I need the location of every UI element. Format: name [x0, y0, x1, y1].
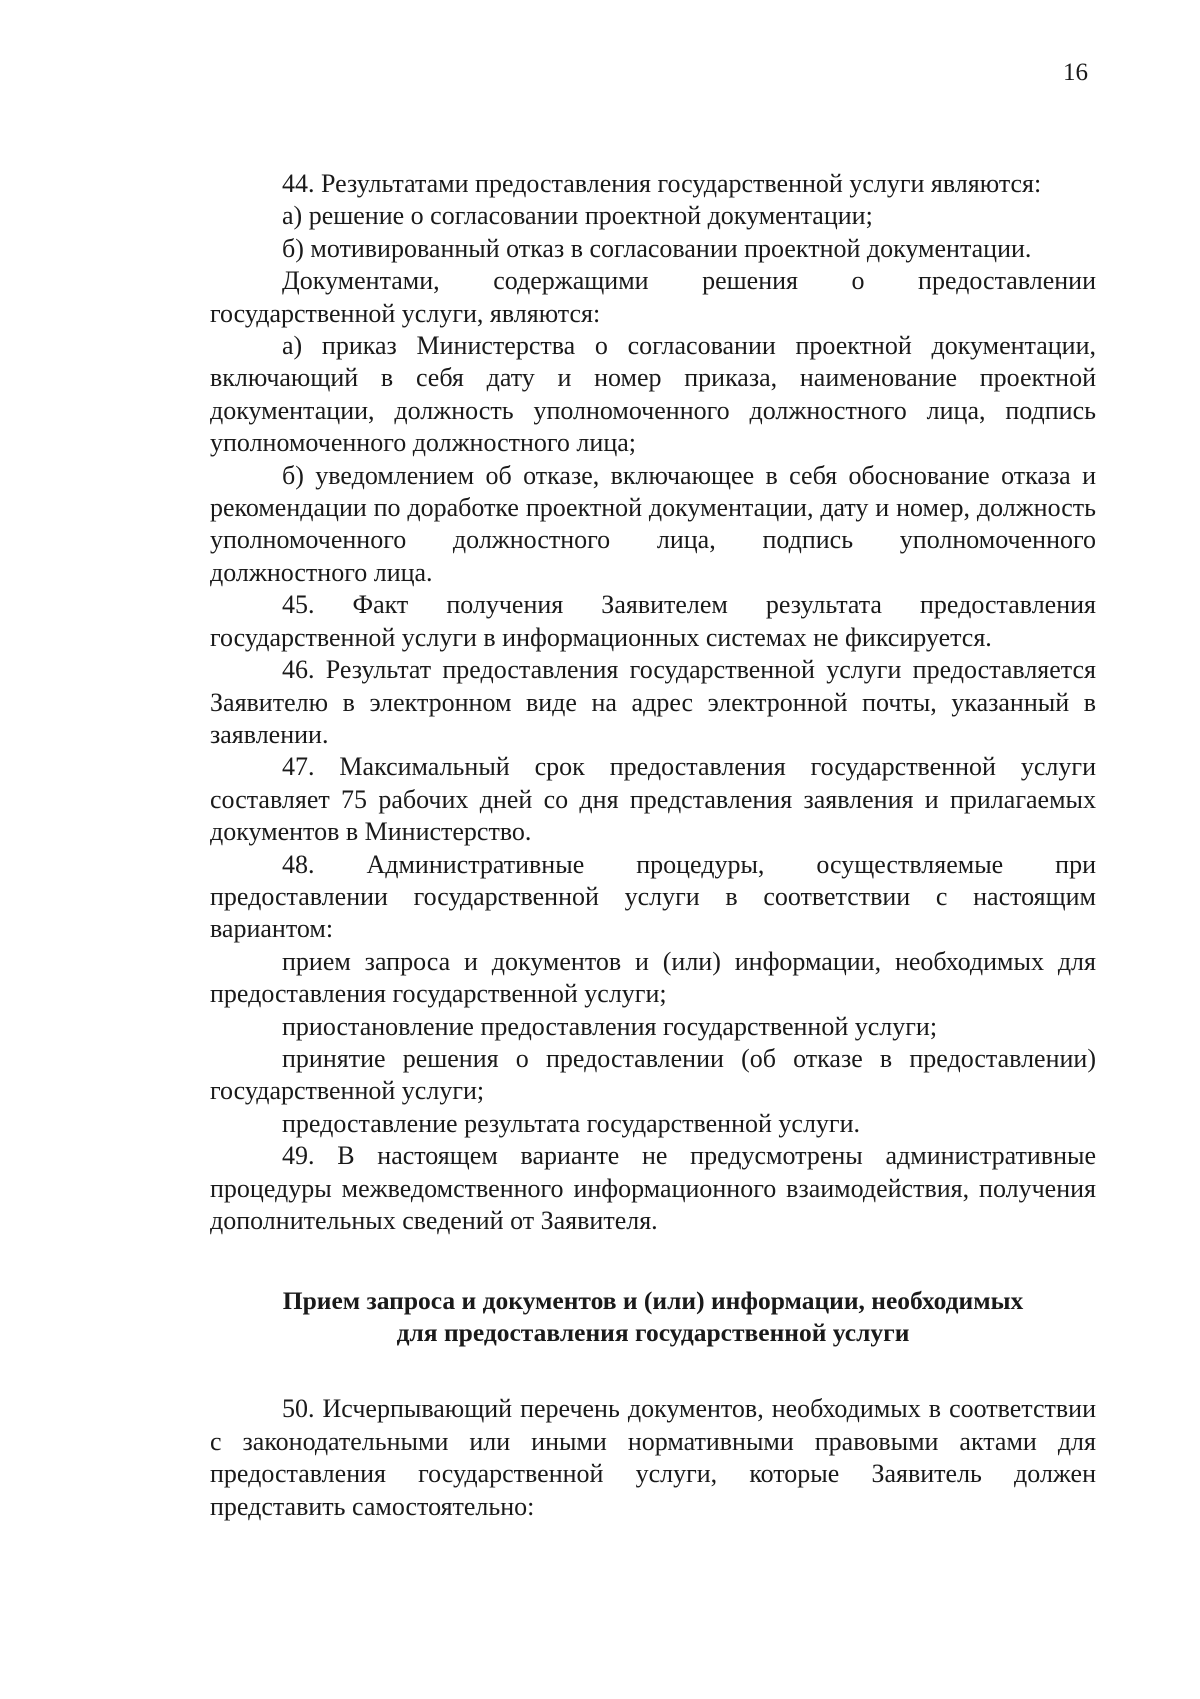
paragraph-50: 50. Исчерпывающий перечень документов, необходимых в соответствии с законодательными или иными нормативными правовыми актами для предоставления государственной услуги, которые Заявитель должен представить самостоятельно:: [210, 1394, 1096, 1521]
paragraph-44-a: а) решение о согласовании проектной документации;: [282, 201, 873, 231]
paragraph-48-item-3: принятие решения о предоставлении (об отказе в предоставлении) государственной услуги;: [210, 1043, 1096, 1106]
paragraph-44: 44. Результатами предоставления государственной услуги являются:: [282, 169, 1042, 198]
paragraph-48-item-4: предоставление результата государственной услуги.: [282, 1108, 861, 1138]
paragraph-48: 48. Административные процедуры, осуществляемые при предоставлении государственной услуги в соответствии с настоящим вариантом:: [210, 849, 1096, 944]
paragraph-documents-b: б) уведомлением об отказе, включающее в себя обоснование отказа и рекомендации по доработке проектной документации, дату и номер, должность уполномоченного должностного лица, подпись уполномоченного должностного лица.: [210, 460, 1096, 587]
paragraph-46: 46. Результат предоставления государственной услуги предоставляется Заявителю в электронном виде на адрес электронной почты, указанный в заявлении.: [210, 655, 1096, 749]
paragraph-48-item-1: прием запроса и документов и (или) информации, необходимых для предоставления государственной услуги;: [210, 946, 1096, 1009]
section-heading: [210, 1285, 1096, 1349]
paragraph-45: 45. Факт получения Заявителем результата предоставления государственной услуги в информационных системах не фиксируется.: [210, 590, 1096, 652]
section-heading-line-2: для предоставления государственной услуги: [396, 1318, 910, 1348]
paragraph-44-b: б) мотивированный отказ в согласовании проектной документации.: [282, 233, 1032, 263]
paragraph-48-item-2: приостановление предоставления государственной услуги;: [282, 1011, 938, 1041]
section-heading-line-1: Прием запроса и документов и (или) информации, необходимых: [282, 1286, 1024, 1316]
paragraph-documents-a: а) приказ Министерства о согласовании проектной документации, включающий в себя дату и номер приказа, наименование проектной документации, должность уполномоченного должностного лица, подпись уполномоченного должностного лица;: [210, 331, 1096, 458]
page-number: 16: [1063, 59, 1088, 86]
paragraph-documents-intro: Документами, содержащими решения о предоставлении государственной услуги, являются:: [210, 266, 1096, 328]
paragraph-47: 47. Максимальный срок предоставления государственной услуги составляет 75 рабочих дней со дня представления заявления и прилагаемых документов в Министерство.: [210, 752, 1096, 847]
document-body: [210, 168, 1096, 1523]
paragraph-49: 49. В настоящем варианте не предусмотрены административные процедуры межведомственного информационного взаимодействия, получения дополнительных сведений от Заявителя.: [210, 1141, 1096, 1235]
